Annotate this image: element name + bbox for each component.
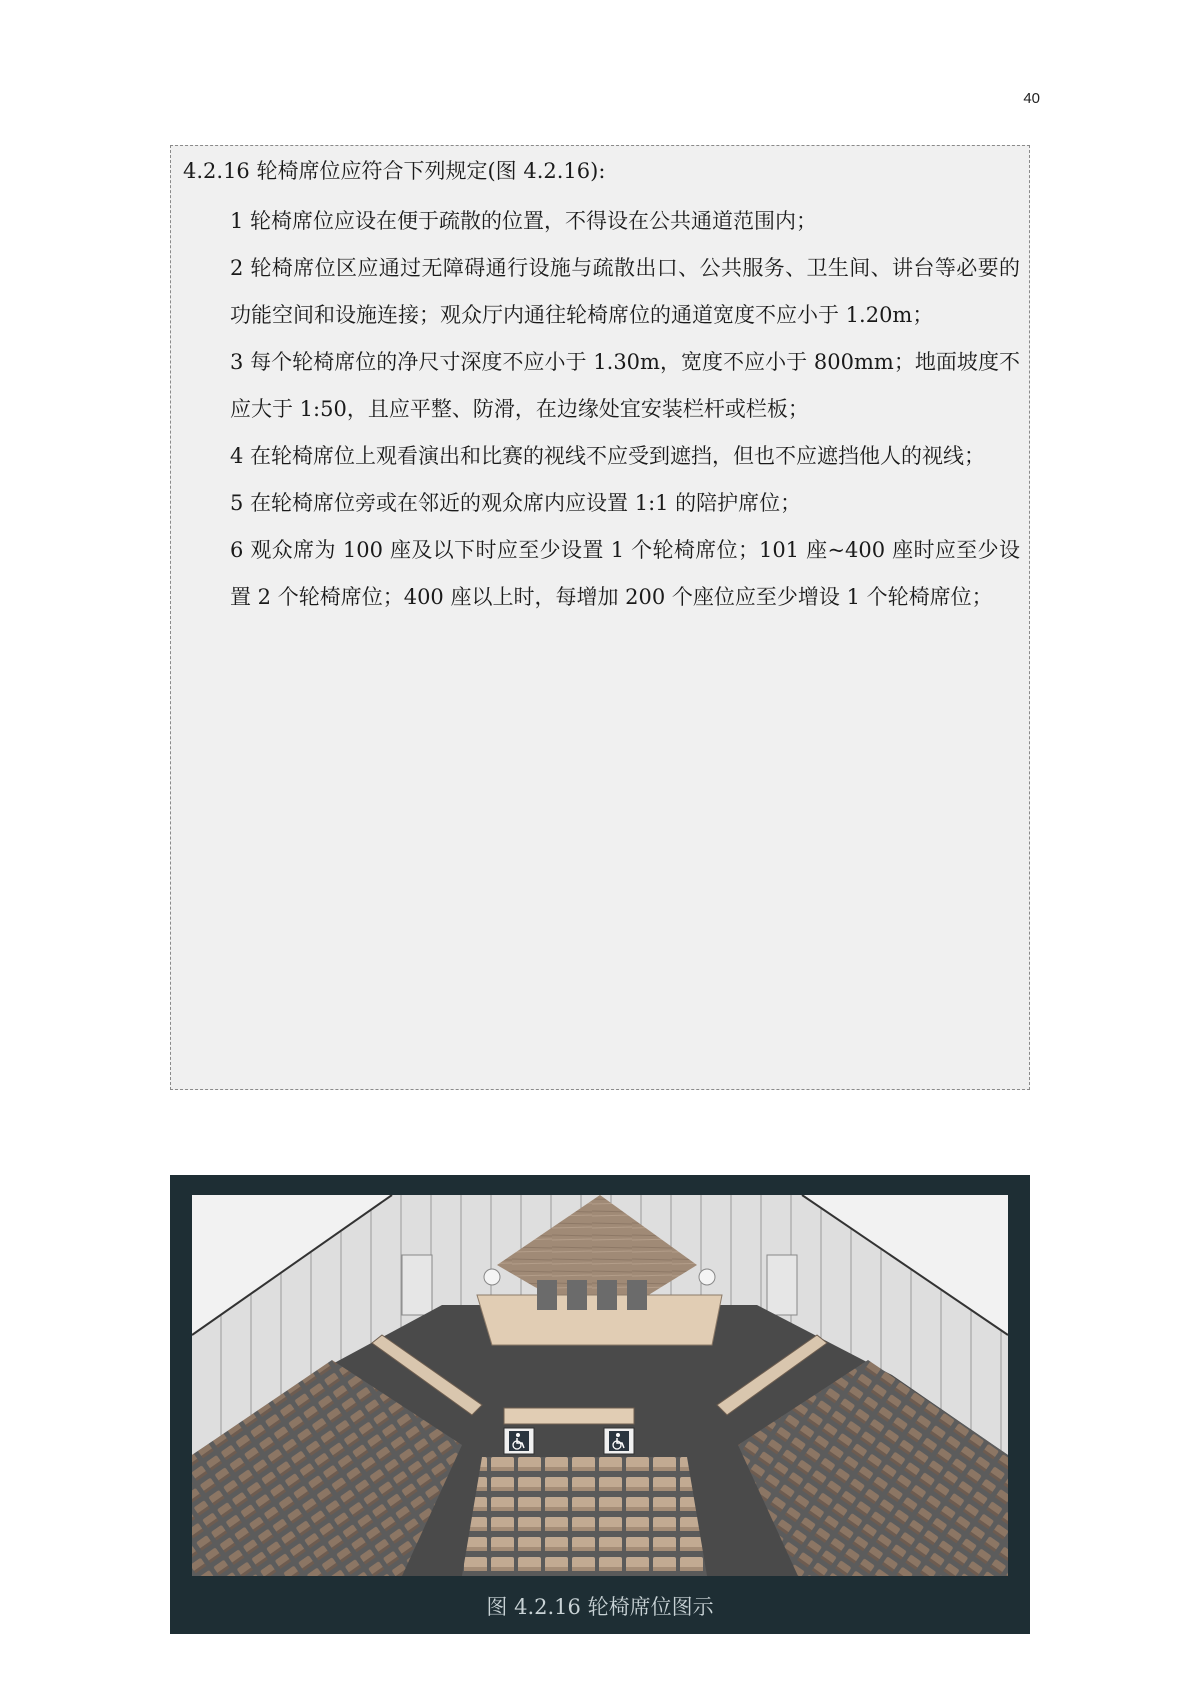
clause-item: 5 在轮椅席位旁或在邻近的观众席内应设置 1:1 的陪护席位； <box>230 491 802 515</box>
clause-heading: 4.2.16 轮椅席位应符合下列规定(图 4.2.16): <box>183 159 606 183</box>
wheelchair-symbol-icon <box>509 1431 529 1451</box>
page-number: 40 <box>1023 90 1040 107</box>
clause-item: 2 轮椅席位区应通过无障碍通行设施与疏散出口、公共服务、卫生间、讲台等必要的功能空间和设施连接；观众厅内通往轮椅席位的通道宽度不应小于 1.20m； <box>230 256 1020 327</box>
figure-caption: 图 4.2.16 轮椅席位图示 <box>486 1595 714 1619</box>
auditorium-illustration <box>192 1195 1008 1576</box>
auditorium-drawing <box>192 1195 1008 1576</box>
clause-item: 1 轮椅席位应设在便于疏散的位置，不得设在公共通道范围内； <box>230 209 818 233</box>
clause-box <box>170 145 1030 1090</box>
figure-frame <box>170 1175 1030 1634</box>
wheelchair-symbol-icon <box>609 1431 629 1451</box>
clause-item: 6 观众席为 100 座及以下时应至少设置 1 个轮椅席位；101 座~400 座时应至少设置 2 个轮椅席位；400 座以上时，每增加 200 个座位应至少增设 1 个轮椅席位； <box>230 538 1020 609</box>
clause-items <box>230 198 1020 621</box>
clause-item: 4 在轮椅席位上观看演出和比赛的视线不应受到遮挡，但也不应遮挡他人的视线； <box>230 444 986 468</box>
clause-item: 3 每个轮椅席位的净尺寸深度不应小于 1.30m，宽度不应小于 800mm；地面坡度不应大于 1:50，且应平整、防滑，在边缘处宜安装栏杆或栏板； <box>230 350 1020 421</box>
